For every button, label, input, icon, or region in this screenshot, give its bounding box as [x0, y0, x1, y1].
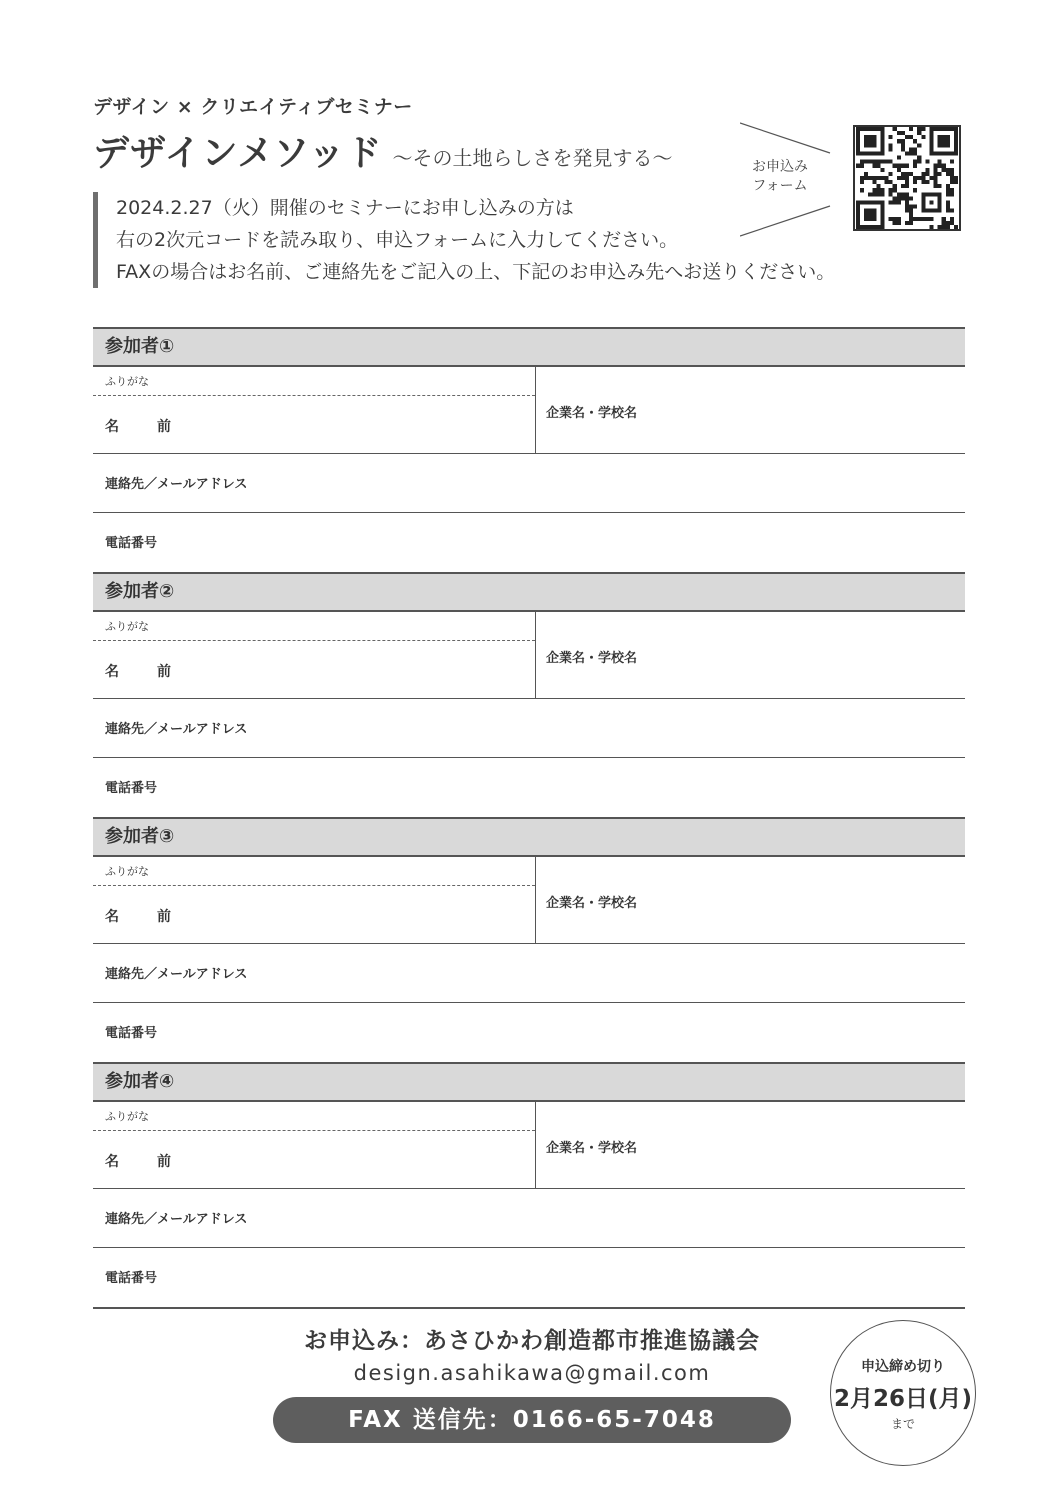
phone-field[interactable]: 電話番号 — [105, 781, 158, 796]
phone-field[interactable]: 電話番号 — [105, 1271, 158, 1286]
qr-code-icon[interactable] — [853, 125, 961, 231]
form-bottom-rule — [93, 1307, 965, 1309]
furigana-field[interactable]: ふりがな — [93, 367, 535, 396]
name-row — [93, 857, 965, 944]
phone-field[interactable]: 電話番号 — [105, 1026, 158, 1041]
name-field[interactable]: 名 前 — [105, 664, 183, 680]
name-column — [93, 857, 536, 943]
name-row — [93, 1102, 965, 1189]
company-field[interactable]: 企業名・学校名 — [546, 651, 638, 666]
participant-block-1 — [93, 327, 965, 572]
intro-text — [93, 192, 835, 288]
participant-block-2 — [93, 572, 965, 817]
name-column — [93, 1102, 536, 1188]
intro-line: 2024.2.27（火）開催のセミナーにお申し込みの方は — [116, 197, 574, 219]
company-field[interactable]: 企業名・学校名 — [546, 1141, 638, 1156]
participant-heading: 参加者③ — [93, 817, 965, 857]
page-subtitle: 〜その土地らしさを発見する〜 — [392, 146, 673, 170]
qr-label: お申込み フォーム — [752, 159, 808, 194]
participant-block-4 — [93, 1062, 965, 1307]
furigana-field[interactable]: ふりがな — [93, 1102, 535, 1131]
participant-block-3 — [93, 817, 965, 1062]
apply-email-link[interactable]: design.asahikawa@gmail.com — [353, 1361, 711, 1385]
name-column — [93, 612, 536, 698]
deadline-label: 申込締め切り — [861, 1359, 945, 1375]
phone-field[interactable]: 電話番号 — [105, 536, 158, 551]
deadline-until: まで — [890, 1417, 915, 1431]
participant-heading: 参加者① — [93, 327, 965, 367]
email-field[interactable]: 連絡先／メールアドレス — [93, 1189, 965, 1248]
deadline-badge — [830, 1320, 976, 1466]
name-field[interactable]: 名 前 — [105, 1154, 183, 1170]
footer — [273, 1322, 791, 1443]
company-field[interactable]: 企業名・学校名 — [546, 896, 638, 911]
page-title: デザインメソッド — [93, 133, 383, 174]
intro-line: 右の2次元コードを読み取り、申込フォームに入力してください。 — [116, 229, 679, 251]
seminar-eyebrow: デザイン × クリエイティブセミナー — [93, 96, 413, 118]
company-field[interactable]: 企業名・学校名 — [546, 406, 638, 421]
fax-number-badge: FAX 送信先：0166-65-7048 — [273, 1397, 791, 1443]
furigana-field[interactable]: ふりがな — [93, 857, 535, 886]
email-field[interactable]: 連絡先／メールアドレス — [93, 699, 965, 758]
participant-heading: 参加者④ — [93, 1062, 965, 1102]
name-field[interactable]: 名 前 — [105, 419, 183, 435]
furigana-field[interactable]: ふりがな — [93, 612, 535, 641]
apply-organization: お申込み：あさひかわ創造都市推進協議会 — [304, 1328, 760, 1354]
name-column — [93, 367, 536, 453]
name-field[interactable]: 名 前 — [105, 909, 183, 925]
name-row — [93, 612, 965, 699]
participant-form — [93, 327, 965, 1309]
name-row — [93, 367, 965, 454]
intro-line: FAXの場合はお名前、ご連絡先をご記入の上、下記のお申込み先へお送りください。 — [116, 261, 836, 283]
participant-heading: 参加者② — [93, 572, 965, 612]
deadline-date: 2月26日(月) — [833, 1386, 973, 1412]
email-field[interactable]: 連絡先／メールアドレス — [93, 454, 965, 513]
email-field[interactable]: 連絡先／メールアドレス — [93, 944, 965, 1003]
